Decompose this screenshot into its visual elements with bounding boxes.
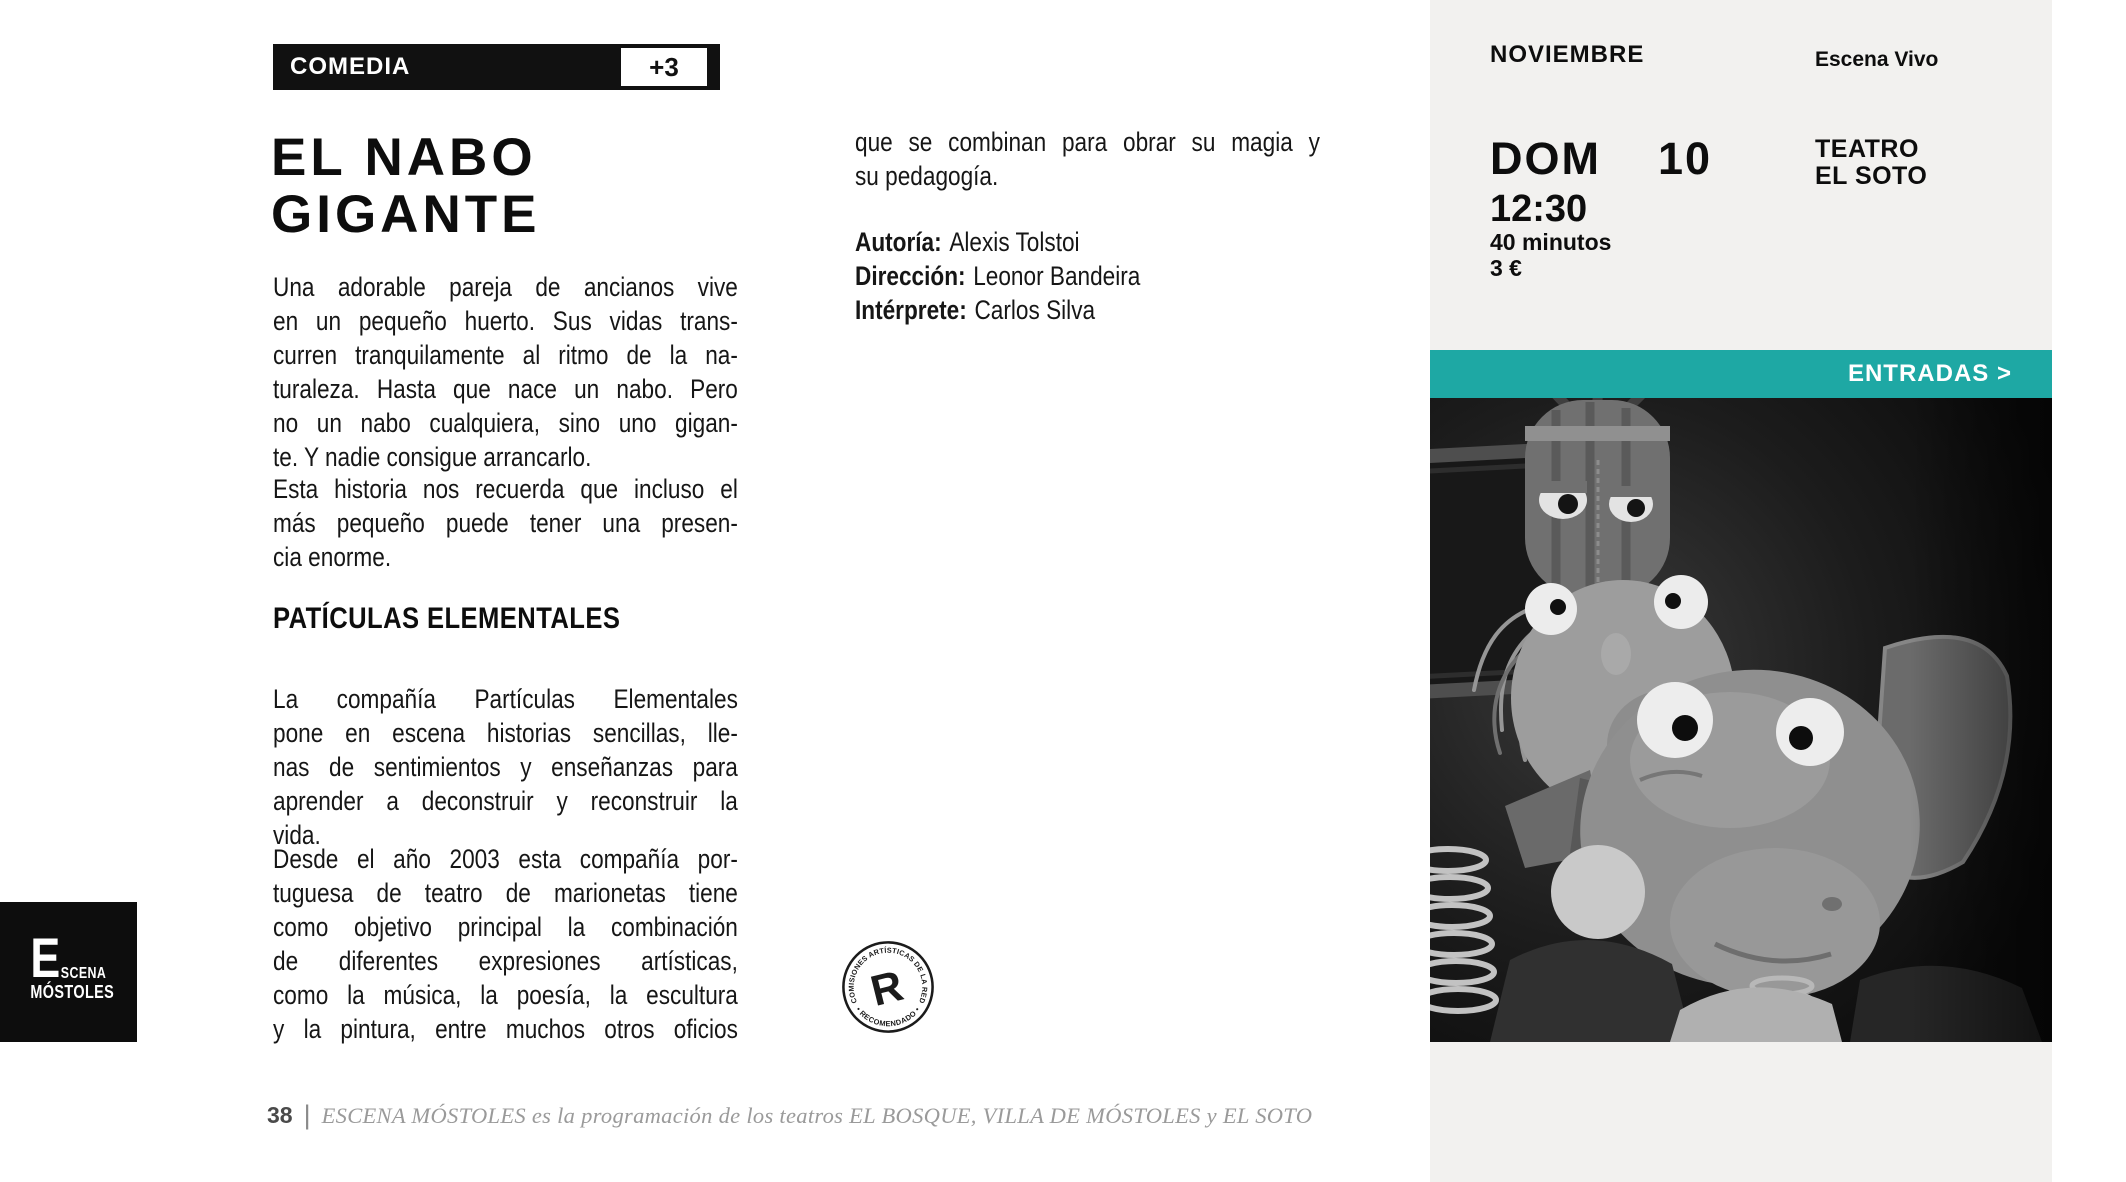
credit-value: Carlos Silva [974, 295, 1096, 325]
category-badge [273, 44, 720, 90]
text-line: de diferentes expresiones artísticas, [273, 946, 738, 976]
text-line: te. Y nadie consigue arrancarlo. [273, 442, 592, 472]
credit-label: Intérprete: [855, 295, 967, 325]
puppet-turnip [1525, 398, 1670, 596]
recommended-stamp-icon [839, 938, 937, 1036]
logo-word-mostoles: MÓSTOLES [30, 982, 115, 1002]
footer-tagline: ESCENA MÓSTOLES es la programación de los teatros EL BOSQUE, VILLA DE MÓSTOLES y EL SOTO [321, 1103, 1313, 1128]
text-line: que se combinan para obrar su magia y [855, 127, 1320, 157]
venue-line1: TEATRO [1815, 135, 1919, 163]
text-line: pone en escena historias sencillas, lle- [273, 718, 738, 748]
page-footer [267, 1099, 1312, 1130]
credits-block [855, 225, 1320, 327]
event-photo [1430, 398, 2052, 1042]
logo-word-scena: SCENA [60, 965, 107, 982]
footer-separator: | [303, 1100, 311, 1130]
show-title [271, 129, 540, 243]
credit-label: Dirección: [855, 261, 966, 291]
text-line: curren tranquilamente al ritmo de la na- [273, 340, 738, 370]
text-line: turaleza. Hasta que nace un nabo. Pero [273, 374, 738, 404]
text-line: tuguesa de teatro de marionetas tiene [273, 878, 738, 908]
company-heading: PATÍCULAS ELEMENTALES [273, 602, 621, 635]
synopsis-paragraph-2 [273, 472, 738, 574]
text-line: como la música, la poesía, la escultura [273, 980, 738, 1010]
logo-content [0, 902, 115, 1042]
stamp-arc-top-text: COMISIONES ARTÍSTICAS DE LA RED [846, 945, 930, 1005]
text-line: en un pequeño huerto. Sus vidas trans- [273, 306, 738, 336]
text-line: cia enorme. [273, 542, 392, 572]
event-day-label: DOM [1490, 133, 1601, 184]
category-label: COMEDIA [290, 53, 411, 80]
show-title-line2: GIGANTE [271, 185, 541, 244]
venue-line2: EL SOTO [1815, 162, 1928, 190]
company-paragraph-continuation [855, 125, 1320, 193]
credit-value: Leonor Bandeira [973, 261, 1141, 291]
credit-row-performer [855, 293, 1320, 327]
credit-label: Autoría: [855, 227, 942, 257]
escena-mostoles-logo [0, 902, 137, 1042]
text-line: no un nabo cualquiera, sino uno gigan- [273, 408, 738, 438]
event-duration: 40 minutos [1490, 229, 1612, 255]
company-paragraph-1 [273, 682, 738, 852]
credit-row-direction [855, 259, 1320, 293]
company-paragraph-2 [273, 842, 738, 1046]
text-line: Desde el año 2003 esta compañía por- [273, 844, 738, 874]
tickets-button-label: ENTRADAS > [1847, 360, 2012, 387]
credit-value: Alexis Tolstoi [949, 227, 1080, 257]
text-line: su pedagogía. [855, 161, 999, 191]
synopsis-paragraph-1 [273, 270, 738, 474]
stamp-letter: R [866, 961, 908, 1016]
text-line: y la pintura, entre muchos otros oficios [273, 1014, 738, 1044]
credit-row-author [855, 225, 1320, 259]
text-line: nas de sentimientos y enseñanzas para [273, 752, 738, 782]
event-day-number: 10 [1658, 133, 1713, 184]
tickets-button[interactable] [1430, 350, 2052, 398]
text-line: Esta historia nos recuerda que incluso el [273, 474, 738, 504]
event-month: NOVIEMBRE [1490, 41, 1645, 68]
text-line: aprender a deconstruir y reconstruir la [273, 786, 738, 816]
age-rating-badge: +3 [621, 48, 707, 86]
text-line: más pequeño puede tener una presen- [273, 508, 738, 538]
stamp-arc-bottom-text: • RECOMENDADO • [854, 1005, 922, 1029]
show-title-line1: EL NABO [271, 128, 537, 187]
brand-label: Escena Vivo [1815, 48, 1939, 71]
text-line: vida. [273, 820, 321, 850]
event-venue [1815, 136, 1927, 190]
event-time: 12:30 [1490, 188, 1588, 230]
bright-puppet-head [1551, 845, 1645, 939]
event-panel [1430, 0, 2052, 1182]
event-price: 3 € [1490, 255, 1522, 281]
text-line: Una adorable pareja de ancianos vive [273, 272, 738, 302]
logo-initial: E [30, 926, 61, 989]
page-number: 38 [267, 1102, 293, 1128]
text-line: La compañía Partículas Elementales [273, 684, 738, 714]
text-line: como objetivo principal la combinación [273, 912, 738, 942]
